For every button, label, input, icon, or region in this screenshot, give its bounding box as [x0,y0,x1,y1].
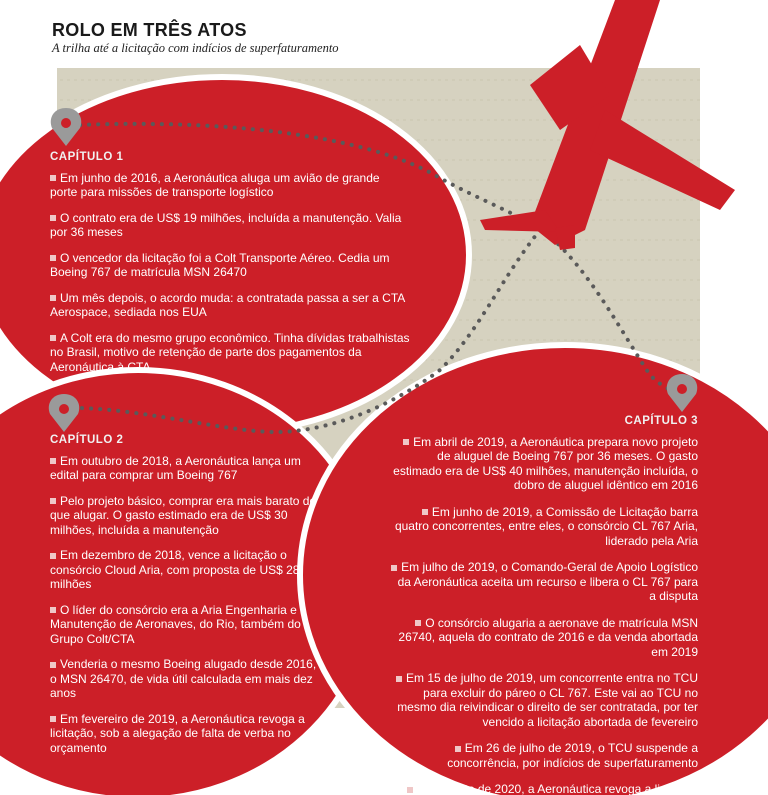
chapter-item: Em outubro de 2018, a Aeronáutica lança um edital para comprar um Boeing 767 [50,454,320,483]
chapter-item: Em dezembro de 2018, vence a licitação o consórcio Cloud Aria, com proposta de US$ 28 milhões [50,548,320,592]
chapter-item: O contrato era de US$ 19 milhões, incluída a manutenção. Valia por 36 meses [50,211,410,240]
page-title: ROLO EM TRÊS ATOS [52,20,247,40]
chapter-heading: CAPÍTULO 1 [50,151,124,163]
chapter-item: Pelo projeto básico, comprar era mais barato do que alugar. O gasto estimado era de US$ 30 milhões, incluída a manutenção [50,494,320,538]
chapter-item: O líder do consórcio era a Aria Engenharia e Manutenção de Aeronaves, do Rio, também do Grupo Colt/CTA [50,603,320,647]
chapter-1 [50,150,410,385]
chapter-item: Venderia o mesmo Boeing alugado desde 2016, o MSN 26470, de vida útil calculada em mais dez anos [50,657,320,701]
chapter-item: Em junho de 2016, a Aeronáutica aluga um avião de grande porte para missões de transporte logístico [50,171,410,200]
chapter-heading: CAPÍTULO 2 [50,434,124,446]
chapter-3 [388,414,698,795]
chapter-item: Em abril de 2019, a Aeronáutica prepara novo projeto de aluguel de Boeing 767 por 36 meses. O gasto estimado era de US$ 40 milhões, manutenção incluída, o dobro de aluguel idêntico em 2016 [388,435,698,493]
chapter-item: Um mês depois, o acordo muda: a contratada passa a ser a CTA Aerospace, sediada nos EUA [50,291,410,320]
chapter-heading: CAPÍTULO 3 [624,415,698,427]
chapter-item: O consórcio alugaria a aeronave de matrícula MSN 26740, aquela do contrato de 2016 e da venda abortada em 2019 [388,616,698,660]
page-subtitle: A trilha até a licitação com indícios de superfaturamento [52,41,339,55]
chapter-item: Em 26 de julho de 2019, o TCU suspende a concorrência, por indícios de superfaturamento [388,741,698,770]
chapter-item: Em junho de 2019, a Comissão de Licitação barra quatro concorrentes, entre eles, o consórcio CL 767 Aria, liderado pela Aria [388,505,698,549]
chapter-item: Em agosto de 2020, a Aeronáutica revoga a licitação [388,782,698,795]
chapter-item: Em julho de 2019, o Comando-Geral de Apoio Logístico da Aeronáutica aceita um recurso e libera o CL 767 para a disputa [388,560,698,604]
chapter-item: Em fevereiro de 2019, a Aeronáutica revoga a licitação, sob a alegação de falta de verba no orçamento [50,712,320,756]
chapter-item: O vencedor da licitação foi a Colt Transporte Aéreo. Cedia um Boeing 767 de matrícula MSN 26470 [50,251,410,280]
chapter-2 [50,433,320,766]
chapter-item: A Colt era do mesmo grupo econômico. Tinha dívidas trabalhistas no Brasil, motivo de retenção de parte dos pagamentos da Aeronáutica à CTA [50,330,410,374]
chapter-item: Em 15 de julho de 2019, um concorrente entra no TCU para excluir do páreo o CL 767. Este vai ao TCU no mesmo dia reivindicar o direito de ser contratada, por ter vencido a licitação abortada de fevereiro [388,671,698,729]
